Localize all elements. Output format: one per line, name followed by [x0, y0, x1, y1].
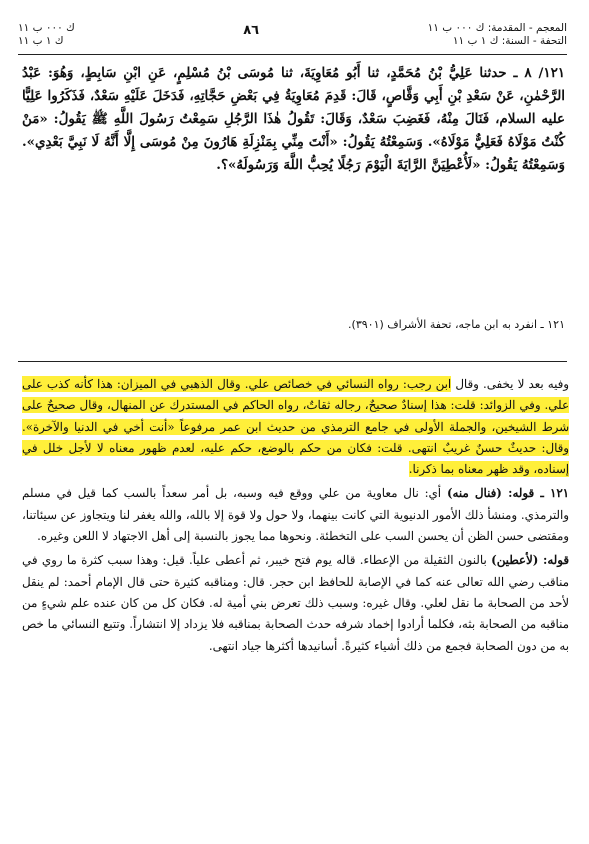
header-right-line1: المعجم - المقدمة: ك ٠٠٠ ب ١١ — [427, 22, 567, 34]
commentary-p3-text: بالنون الثقيلة من الإعطاء. قاله يوم فتح خيبر، ثم أعطى علياً. قيل: وهذا سبب كثرة ما روي في مناقب رضي الله تعالى عنه كما في الإصابة للحافظ ابن حجر. قال: ومناقبه كثيرة حتى قال الإمام أحمد: لم ينقل لأحد من الصحابة ما نقل لعلي. وقال غيره: وسبب ذلك تعرض بني أمية له. فكان كل من كان عنده علم شيءٍ من مناقبه من الصحابة بثه، فكلما أرادوا إخماد شرفه حدث الصحابة بمناقبه فلا يزداد إلا انتشاراً. وتتبع النسائي ما خص به من دون الصحابة فجمع من ذلك أشياء كثيرةً. أسانيدها أكثرها جياد انتهى. — [22, 553, 569, 653]
commentary-paragraph-1 — [22, 374, 569, 480]
commentary-p2-label: ١٢١ ـ قوله: (فنال منه) — [446, 486, 570, 501]
commentary-paragraph-3 — [22, 550, 569, 656]
commentary-p2-text: أي: نال معاوية من علي ووقع فيه وسبه، بل أمر سعداً بالسب كما قيل في مسلم والترمذي. ومنشأ ذلك الأمور الدنيوية التي كانت بينهما، ولا حول ولا قوة إلا بالله، والله يغفر لنا ويتجاوز عن سيئاتنا، ومقتضى حسن الظن أن يحسن السب على التخطئة. ونحوها مما يجوز بالنسبة إلى أهل الاجتهاد لا اللعن وغيره. — [22, 486, 569, 544]
hadith-paragraph — [22, 62, 565, 177]
takhrij-note: ١٢١ ـ انفرد به ابن ماجه، تحفة الأشراف (٣٩٠١). — [348, 318, 565, 331]
header-right-references — [428, 22, 567, 48]
header-left-line2: ك ١ ب ١١ — [18, 35, 64, 47]
highlighted-passage: ابن رجب: رواه النسائي في خصائص علي. وقال الذهبي في الميزان: هذا كأنه كذب على علي. وفي الزوائد: قلت: هذا إسنادٌ صحيحٌ، رجاله ثقاتٌ، رواه الحاكم في المستدرك عن المنهال، وقال صحيحٌ على شرط الشيخين، والجملة الأولى في جامع الترمذي من حديث ابن عمر مرفوعاً «أنت أخي في الدنيا والآخرة». وقال: حديثٌ حسنٌ غريبٌ انتهى. قلت: فكان من حكم بالوضع، حكم عليه، لعدم ظهور معناه لا لأجل خلل في إسناده، وقد ظهر معناه بما ذكرنا. — [22, 377, 569, 477]
commentary-p1-plain: وفيه بعد لا يخفى. وقال — [455, 377, 569, 391]
page-number: ٨٦ — [243, 23, 260, 38]
commentary-divider — [18, 361, 567, 362]
header-divider — [18, 54, 567, 55]
hadith-text-block — [22, 62, 565, 177]
header-left-line1: ك ٠٠٠ ب ١١ — [18, 22, 75, 34]
running-header — [18, 22, 567, 48]
commentary-paragraph-2 — [22, 483, 569, 547]
header-left-references — [18, 22, 75, 48]
hadith-number: ١٢١/ ٨ ـ — [513, 65, 565, 81]
commentary-block — [22, 374, 569, 660]
commentary-p3-label: قوله: (لأعطين) — [491, 553, 570, 568]
header-right-line2: التحفة - السنة: ك ١ ب ١١ — [452, 35, 567, 47]
hadith-body: حدثنا عَلِيُّ بْنُ مُحَمَّدٍ، ثنا أَبُو مُعَاوِيَةَ، ثنا مُوسَى بْنُ مُسْلِمٍ، عَنِ ابْنِ سَابِطٍ، وَهُوَ: عَبْدُ الرَّحْمٰنِ، عَنْ سَعْدِ بْنِ أَبِي وَقَّاصٍ، قَالَ: قَدِمَ مُعَاوِيَةُ فِي بَعْضِ حَجَّاتِهِ، فَدَخَلَ عَلَيْهِ سَعْدٌ، فَذَكَرُوا عَلِيًّا عليه السلام، فَنَالَ مِنْهُ، فَغَضِبَ سَعْدٌ، وَقَالَ: تَقُولُ هٰذَا الرَّجُلِ سَمِعْتُ رَسُولَ اللَّهِ ﷺ يَقُولُ: «مَنْ كُنْتُ مَوْلَاهُ فَعَلِيٌّ مَوْلَاهُ». وَسَمِعْتُهُ يَقُولُ: «أَنْتَ مِنِّي بِمَنْزِلَةِ هَارُونَ مِنْ مُوسَى إِلَّا أَنَّهُ لَا نَبِيَّ بَعْدِي». وَسَمِعْتُهُ يَقُولُ: «لَأُعْطِيَنَّ الرَّايَةَ الْيَوْمَ رَجُلًا يُحِبُّ اللَّهَ وَرَسُولَهُ»؟. — [22, 65, 565, 173]
